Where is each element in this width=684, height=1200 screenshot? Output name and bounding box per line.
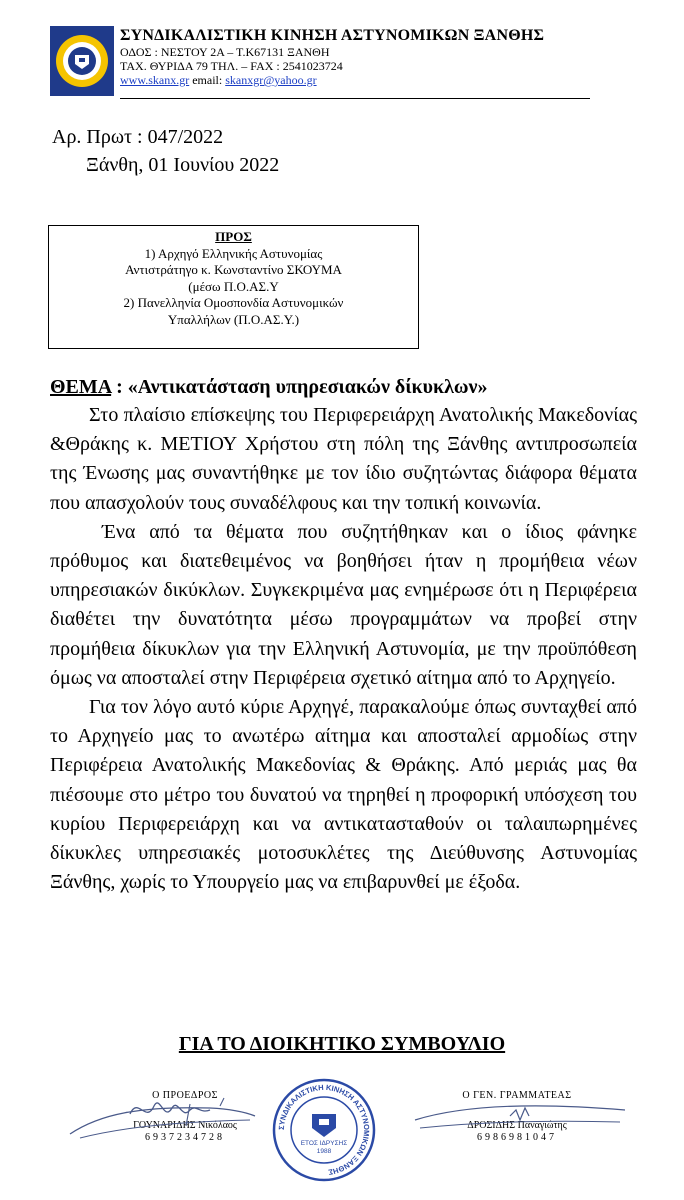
body-paragraph: Ένα από τα θέματα που συζητήθηκαν και ο ίδιος φάνηκε πρόθυμος και διατεθειμένος να βοηθήσει ήταν η προμήθεια νέων υπηρεσιακών δικύκλων. Συγκεκριμένα μας ενημέρωσε ότι η Περιφέρεια διαθέτει την δυνατότητα μέσω προγραμμάτων να προβεί στην προμήθεια δίκυκλων για την Ελληνική Αστυνομία, με την προϋπόθεση όμως να αποσταλεί στην Περιφέρεια σχετικό αίτημα από το Αρχηγείο.	[50, 520, 637, 689]
secretary-role: Ο ΓΕΝ. ΓΡΑΜΜΑΤΕΑΣ	[462, 1090, 572, 1101]
seal-ring-text: ΣΥΝΔΙΚΑΛΙΣΤΙΚΗ ΚΙΝΗΣΗ ΑΣΤΥΝΟΜΙΚΩΝ ΞΑΝΘΗΣ	[276, 1082, 372, 1177]
recipient-line: 2) Πανελληνία Ομοσπονδία Αστυνομικών	[123, 295, 344, 310]
letterhead	[50, 26, 598, 98]
organization-contact	[120, 73, 600, 87]
seal-founded-year: 1988	[316, 1148, 332, 1155]
signature-area	[0, 1070, 684, 1190]
police-union-emblem-icon	[50, 26, 114, 96]
email-label: email:	[189, 73, 226, 87]
seal-founded-label: ΕΤΟΣ ΙΔΡΥΣΗΣ	[300, 1140, 348, 1147]
board-heading: ΓΙΑ ΤΟ ΔΙΟΙΚΗΤΙΚΟ ΣΥΜΒΟΥΛΙΟ	[178, 1033, 506, 1055]
president-name: ΓΟΥΝΑΡΙΔΗΣ Νικόλαος	[133, 1120, 237, 1131]
subject-text: : «Αντικατάσταση υπηρεσιακών δίκυκλων»	[111, 376, 488, 398]
organization-phone: ΤΑΧ. ΘΥΡΙΔΑ 79 ΤΗΛ. – FAX : 2541023724	[120, 59, 343, 73]
president-signature-icon	[60, 1084, 260, 1144]
recipient-line: (μέσω Π.Ο.ΑΣ.Υ	[188, 278, 279, 294]
secretary-name: ΔΡΟΣΙΔΗΣ Παναγιώτης	[467, 1120, 567, 1131]
recipients-heading: ΠΡΟΣ	[215, 229, 252, 244]
recipients-box	[48, 225, 419, 349]
organization-address: ΟΔΟΣ : ΝΕΣΤΟΥ 2Α – Τ.Κ67131 ΞΑΝΘΗ	[120, 45, 330, 59]
website-link[interactable]: www.skanx.gr	[120, 73, 190, 87]
recipient-line: Υπαλλήλων (Π.Ο.ΑΣ.Υ.)	[167, 311, 300, 327]
body-paragraph: Για τον λόγο αυτό κύριε Αρχηγέ, παρακαλούμε όπως συνταχθεί από το Αρχηγείο μας το ανωτέρω αίτημα και αποσταλεί αρμοδίως στην Περιφέρεια Ανατολικής Μακεδονίας & Θράκης. Από μεριάς μας θα πιέσουμε στο μέτρο του δυνατού να τηρηθεί η προφορική υπόσχεση του κυρίου Περιφερειάρχη και να αντικατασταθούν οι ταλαιπωρημένες δίκυκλες υπηρεσιακές μοτοσυκλέτες της Διεύθυνσης Αστυνομίας Ξάνθης, χωρίς το Υπουργείο μας να επιβαρυνθεί με έξοδα.	[50, 696, 637, 894]
protocol-number: Αρ. Πρωτ : 047/2022	[52, 126, 224, 148]
email-link[interactable]: skanxgr@yahoo.gr	[225, 73, 317, 87]
president-phone: 6937234728	[145, 1132, 225, 1143]
president-role: Ο ΠΡΟΕΔΡΟΣ	[152, 1090, 218, 1101]
recipient-line: Αντιστράτηγο κ. Κωνσταντίνο ΣΚΟΥΜΑ	[125, 262, 342, 277]
letterhead-text	[120, 26, 600, 87]
letter-body	[50, 401, 637, 897]
subject-label: ΘΕΜΑ	[50, 376, 112, 398]
body-paragraph: Στο πλαίσιο επίσκεψης του Περιφερειάρχη Ανατολικής Μακεδονίας &Θράκης κ. ΜΕΤΙΟΥ Χρήστου στη πόλη της Ξάνθης αντιπροσωπεία της Ένωσης μας συναντήθηκε με τον ίδιο συζητώντας διάφορα θέματα που απασχολούν τους συναδέλφους και την τοπική κοινωνία.	[50, 404, 637, 514]
recipient-line: 1) Αρχηγό Ελληνικής Αστυνομίας	[144, 245, 323, 261]
header-divider	[120, 98, 590, 99]
subject-line	[50, 374, 487, 400]
secretary-signature-icon	[410, 1092, 630, 1142]
secretary-phone: 6986981047	[477, 1132, 557, 1143]
union-seal-icon	[272, 1078, 376, 1182]
letter-date: Ξάνθη, 01 Ιουνίου 2022	[86, 154, 280, 176]
organization-name: ΣΥΝΔΙΚΑΛΙΣΤΙΚΗ ΚΙΝΗΣΗ ΑΣΤΥΝΟΜΙΚΩΝ ΞΑΝΘΗΣ	[120, 27, 545, 44]
